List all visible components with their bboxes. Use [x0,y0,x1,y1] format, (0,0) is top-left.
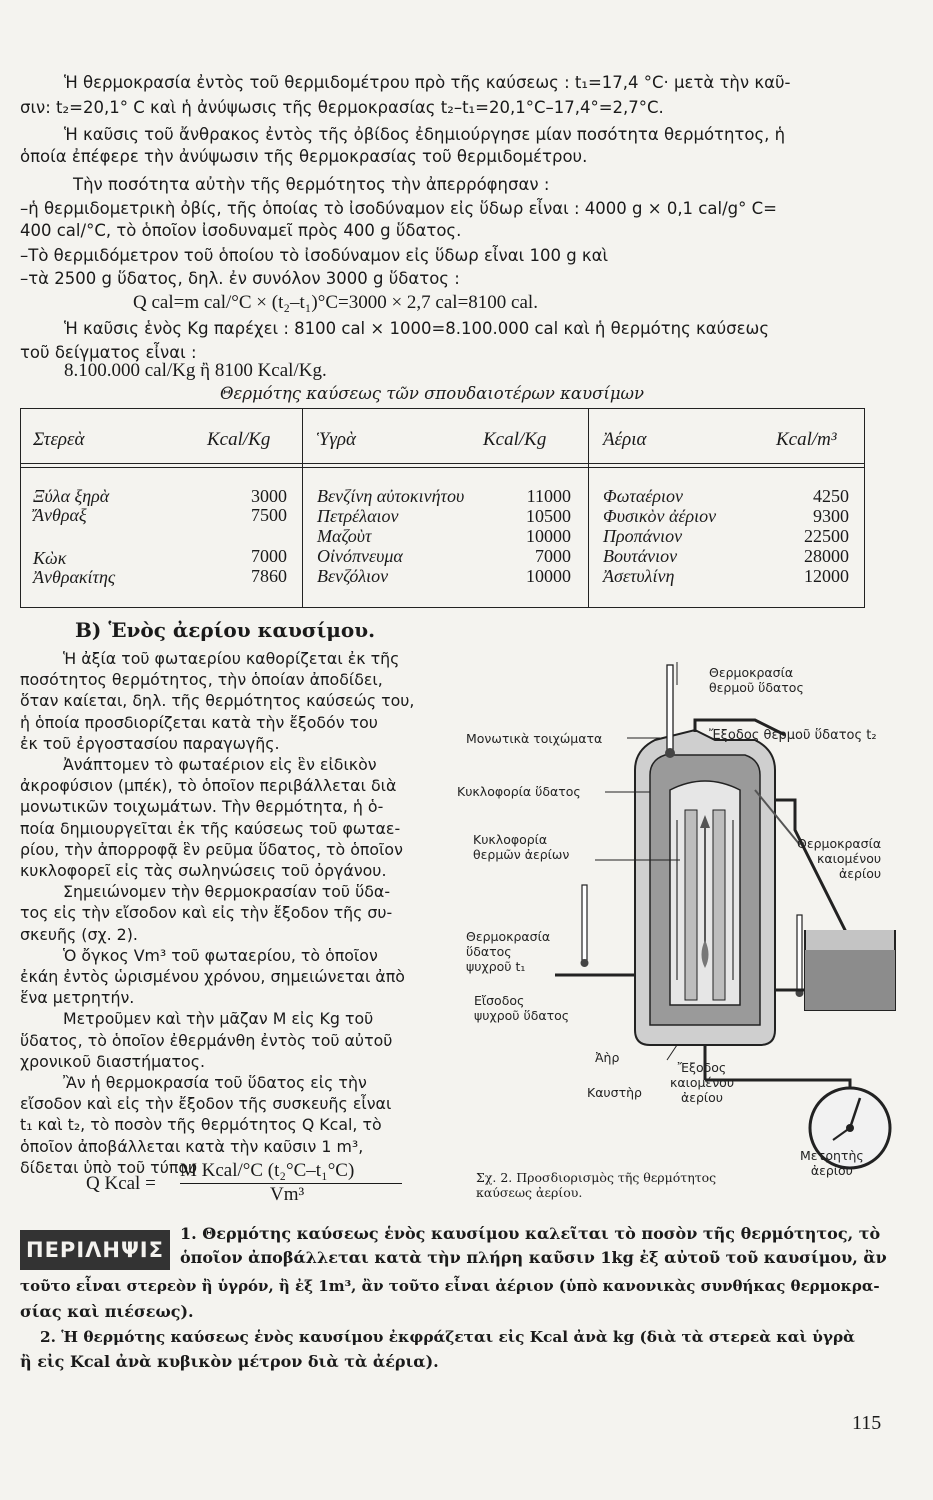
table-cell: Ἄνθραξ [33,505,87,525]
label-water-circulation: Κυκλοφορία ὕδατος [457,784,581,799]
summary-badge: ΠΕΡΙΛΗΨΙΣ [20,1230,170,1270]
beaker-water [805,950,895,1010]
table-cell: 4250 [813,486,849,506]
summary-line: 2. Ἡ θερμότης καύσεως ἑνὸς καυσίμου ἐκφράζεται εἰς Kcal ἀνὰ kg (διὰ τὰ στερεὰ καὶ ὑγρὰ [40,1328,855,1346]
section-text-line: ποσότητος θερμότητος, τὴν ὁποίαν ἀποδίδει, [20,670,383,690]
summary-line: ὁποῖον ἀποβάλλεται κατὰ τὴν πλήρη καῦσιν 1kg ἐξ αὐτοῦ τοῦ καυσίμου, ἂν [180,1248,887,1267]
text-line: Ἡ θερμοκρασία ἐντὸς τοῦ θερμιδομέτρου πρὸ τῆς καύσεως : t₁=17,4 °C· μετὰ τὴν καῦ- [64,73,791,92]
table-cell: 12000 [804,566,849,586]
table-column-rule [588,409,589,607]
table-cell: Φωταέριον [603,486,684,506]
section-text-line: δίδεται ὑπὸ τοῦ τύπου : [20,1157,208,1177]
section-text-line: Μετροῦμεν καὶ τὴν μᾶζαν Μ εἰς Kg τοῦ [63,1009,374,1029]
section-text-line: Ἀνάπτομεν τὸ φωταέριον εἰς ἓν εἰδικὸν [63,755,377,774]
label-hot-water-exit: Ἔξοδος θερμοῦ ὕδατος t₂ [709,728,877,743]
table-header-rule [21,463,864,464]
gas-thermometer [797,915,802,990]
text-line: 400 cal/°C, τὸ ὁποῖον ἰσοδυναμεῖ πρὸς 400 g ὕδατος. [20,221,462,240]
table-cell: 9300 [813,506,849,526]
label-burning-gas-temp: Θερμοκρασία καιομένου ἀερίου [797,836,882,881]
text-line: τοῦ δείγματος εἶναι : [20,343,197,362]
table-cell: 10500 [526,506,571,526]
table-cell: 10000 [526,566,571,586]
formula-line: Q cal=m cal/°C × (t₂–t₁)°C=3000 × 2,7 cal=8100 cal. [133,292,538,313]
text-line: Ἡ καῦσις ἑνὸς Kg παρέχει : 8100 cal × 1000=8.100.000 cal καὶ ἡ θερμότης καύσεως [64,319,770,338]
table-cell: Πετρέλαιον [317,506,399,526]
table-cell: 28000 [804,546,849,566]
figure-caption: Σχ. 2. Προσδιορισμὸς τῆς θερμότητος καύσεως ἀερίου. [476,1170,717,1200]
formula-lhs: Q Kcal = [86,1173,156,1194]
section-heading: Β) Ἑνὸς ἀερίου καυσίμου. [75,618,376,642]
label-hot-water-temp: Θερμοκρασία θερμοῦ ὕδατος [709,665,804,695]
text-line: Ἡ καῦσις τοῦ ἄνθρακος ἐντὸς τῆς ὀβίδος ἐδημιούργησε μίαν ποσότητα θερμότητος, ἡ [64,125,786,144]
thermometer-bulb [665,748,675,758]
section-text-line: ὕδατος, τὸ ὁποῖον ἐθερμάνθη ἐντὸς τοῦ αὐτοῦ [20,1030,393,1050]
table-cell: Ἀσετυλίνη [603,566,675,586]
section-text-line: t₁ καὶ t₂, τὸ ποσὸν τῆς θερμότητος Q Kcal, τὸ [20,1115,382,1135]
summary-line: τοῦτο εἶναι στερεὸν ἢ ὑγρόν, ἢ ἐξ 1m³, ἂν τοῦτο εἶναι ἀέριον (ὑπὸ κανονικὰς συνθήκας θερμοκρα- [20,1277,880,1295]
section-text-line: ἀκροφύσιον (μπέκ), τὸ ὁποῖον περιβάλλεται διὰ [20,776,397,796]
table-cell: 10000 [526,526,571,546]
section-text-line: ἡ ὁποία προσδιορίζεται κατὰ τὴν ἔξοδόν του [20,712,378,732]
label-insulating-walls: Μονωτικὰ τοιχώματα [466,731,603,746]
text-line: Τὴν ποσότητα αὐτὴν τῆς θερμότητος τὴν ἀπερρόφησαν : [73,175,550,194]
leader-line [667,1045,677,1060]
table-cell: Φυσικὸν ἀέριον [603,506,717,526]
section-text-line: Ἡ ἀξία τοῦ φωταερίου καθορίζεται ἐκ τῆς [63,649,400,668]
table-cell: 3000 [251,486,287,506]
table-cell: Προπάνιον [603,526,683,546]
cold-water-thermometer [582,885,587,960]
hot-water-thermometer [667,665,673,750]
summary-line: 1. Θερμότης καύσεως ἑνὸς καυσίμου καλεῖται τὸ ποσὸν τῆς θερμότητος, τὸ [180,1224,881,1243]
section-text-line: μονωτικῶν τοιχωμάτων. Τὴν θερμότητα, ἡ ὁ- [20,797,384,817]
table-cell: 7000 [251,546,287,566]
section-text-line: Σημειώνομεν τὴν θερμοκρασίαν τοῦ ὕδα- [63,882,391,902]
table-cell: Κὼκ [33,548,67,568]
section-text-line: Ὁ ὄγκος Vm³ τοῦ φωταερίου, τὸ ὁποῖον [63,945,378,965]
thermometer-bulb [581,959,589,967]
table-cell: Βενζίνη αὐτοκινήτου [317,486,465,506]
section-text-line: ὅταν καίεται, δηλ. τῆς θερμότητος καύσεώς του, [20,691,415,711]
section-text-line: τος εἰς τὴν εἴσοδον καὶ εἰς τὴν ἔξοδον τῆς συ- [20,903,393,923]
section-text-line: χρονικοῦ διαστήματος. [20,1051,206,1071]
label-air: Ἀὴρ [595,1050,620,1065]
table-cell: 7500 [251,505,287,525]
inner-tube [713,810,725,1000]
label-hot-gas-circulation: Κυκλοφορία θερμῶν ἀερίων [473,832,570,862]
table-cell: 7860 [251,566,287,586]
table-header: Kcal/m³ [776,429,837,450]
page-number: 115 [852,1412,882,1434]
section-text-line: ρίου, τὴν ἀπορροφᾷ ἓν ρεῦμα ὕδατος, τὸ ὁποῖον [20,839,403,859]
fuel-heat-table [20,408,865,608]
table-cell: 22500 [804,526,849,546]
label-cold-water-entry: Εἴσοδος ψυχροῦ ὕδατος [474,993,570,1023]
table-cell: 7000 [535,546,571,566]
section-text-line: κυκλοφορεῖ εἰς τὰς σωληνώσεις τοῦ ὀργάνου. [20,861,387,880]
section-text-line: ἕνα μετρητήν. [20,988,135,1008]
section-text-line: σκευῆς (σχ. 2). [20,924,138,944]
summary-line: σίας καὶ πιέσεως). [20,1302,194,1321]
label-burnt-gas-exit: Ἔξοδος καιομένου ἀερίου [670,1060,735,1105]
text-line: –ἡ θερμιδομετρικὴ ὀβίς, τῆς ὁποίας τὸ ἰσοδύναμον εἰς ὕδωρ εἶναι : 4000 g × 0,1 cal/g° C= [20,199,777,218]
summary-line: ἢ εἰς Kcal ἀνὰ κυβικὸν μέτρον διὰ τὰ ἀέρια). [20,1352,439,1371]
text-line: –τὰ 2500 g ὕδατος, δηλ. ἐν συνόλον 3000 g ὕδατος : [20,269,460,288]
formula-denominator: Vm³ [270,1184,305,1205]
inner-tube [685,810,697,1000]
table-header: Kcal/Kg [207,429,271,450]
text-line: σιν: t₂=20,1° C καὶ ἡ ἀνύψωσις τῆς θερμοκρασίας t₂–t₁=20,1°C–17,4°=2,7°C. [20,98,664,117]
table-cell: Βενζόλιον [317,566,389,586]
label-burner: Καυστὴρ [587,1085,642,1100]
table-cell: Μαζοὺτ [317,526,372,546]
label-gas-meter: Μετρητὴς ἀερίου [800,1148,864,1178]
section-text-line: ἐκάη ἐντὸς ὡρισμένου χρόνου, σημειώνεται ἀπὸ [20,967,405,986]
table-cell: Βουτάνιον [603,546,678,566]
table-header: Στερεὰ [33,429,85,450]
table-cell: 11000 [526,486,571,506]
section-text-line: ἐκ τοῦ ἐργοστασίου παραγωγῆς. [20,733,280,753]
result-line: 8.100.000 cal/Kg ἢ 8100 Kcal/Kg. [64,360,327,381]
table-cell: Οἰνόπνευμα [317,546,403,566]
section-text-line: Ἂν ἡ θερμοκρασία τοῦ ὕδατος εἰς τὴν [63,1073,367,1092]
section-text-line: ποία δημιουργεῖται ἐκ τῆς καύσεως τοῦ φωταε- [20,818,401,838]
table-cell: Ἀνθρακίτης [33,567,116,587]
table-title: Θερμότης καύσεως τῶν σπουδαιοτέρων καυσίμων [220,384,645,403]
formula-numerator: M Kcal/°C (t₂°C–t₁°C) [180,1160,355,1181]
label-cold-water-temp: Θερμοκρασία ὕδατος ψυχροῦ t₁ [466,929,551,974]
table-header: Ὑγρὰ [317,429,357,450]
section-text-line: ὁποῖον ἀποβάλλεται κατὰ τὴν καῦσιν 1 m³, [20,1136,364,1156]
table-header-rule [21,467,864,468]
table-cell: Ξύλα ξηρὰ [33,486,110,506]
section-text-line: εἴσοδον καὶ εἰς τὴν ἔξοδον τῆς συσκευῆς εἶναι [20,1094,392,1114]
table-column-rule [302,409,303,607]
table-header: Kcal/Kg [483,429,547,450]
text-line: –Τὸ θερμιδόμετρον τοῦ ὁποίου τὸ ἰσοδύναμον εἰς ὕδωρ εἶναι 100 g καὶ [20,246,609,265]
table-header: Ἀέρια [603,429,647,450]
text-line: ὁποία ἐπέφερε τὴν ἀνύψωσιν τῆς θερμοκρασίας τοῦ θερμιδομέτρου. [20,147,588,166]
